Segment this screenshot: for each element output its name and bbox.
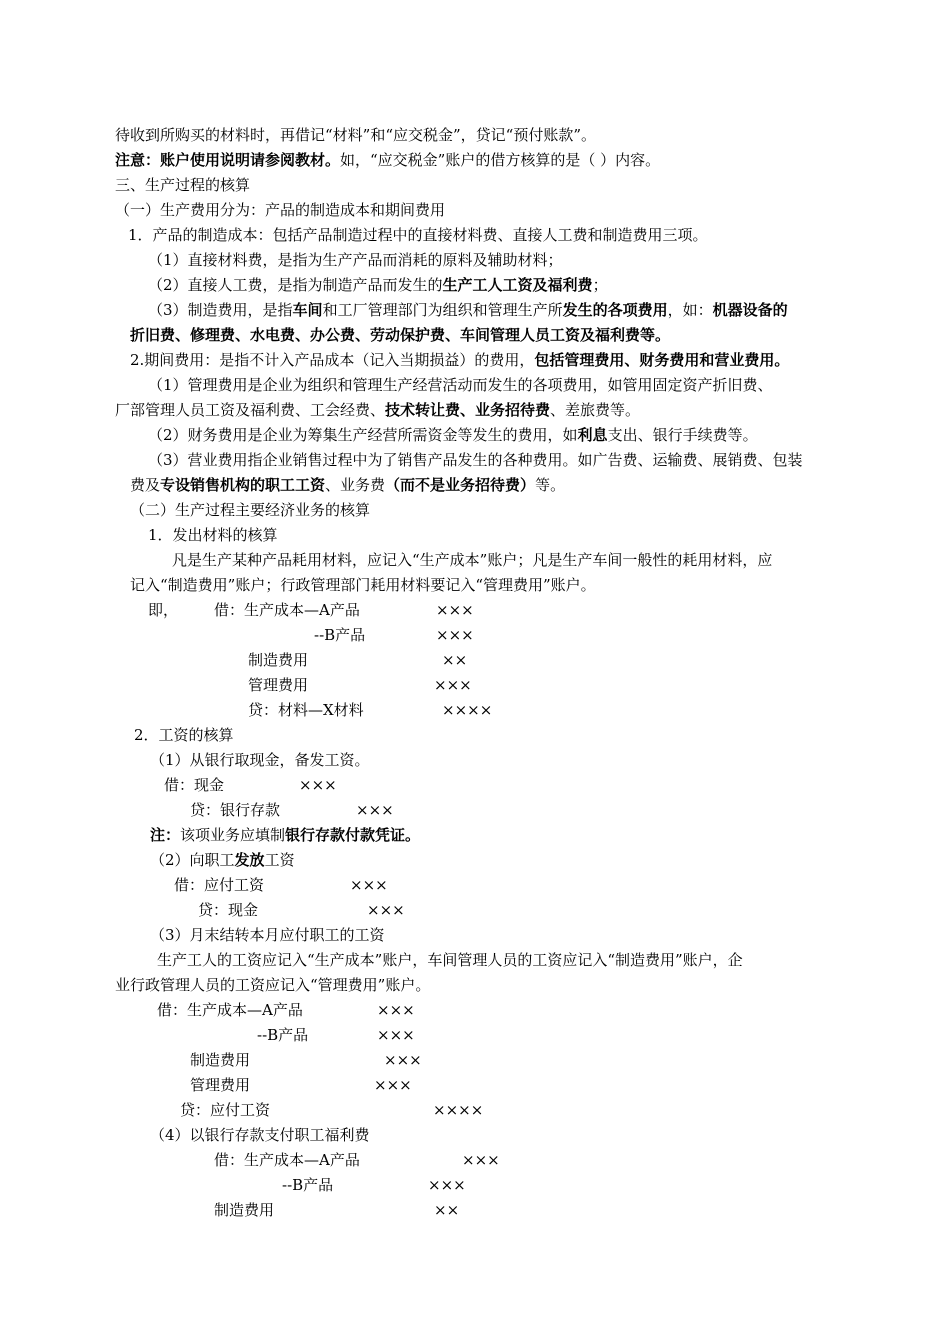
- text: 业行政管理人员的工资应记入“管理费用”账户。: [115, 976, 431, 994]
- entry-account: 管理费用: [190, 1076, 251, 1094]
- text: 、业务费: [325, 476, 386, 494]
- entry-amount: ×××: [436, 626, 474, 644]
- text: 支出、银行手续费等。: [607, 426, 758, 444]
- text: （3）制造费用，是指: [148, 301, 293, 319]
- bold-text: 银行存款付款凭证。: [285, 826, 421, 844]
- bold-text: 车间: [292, 301, 323, 319]
- text: 1．产品的制造成本：包括产品制造过程中的直接材料费、直接人工费和制造费用三项。: [128, 226, 708, 244]
- entry-amount: ××××: [442, 701, 493, 719]
- bold-text: 生产工人工资及福利费: [442, 276, 593, 294]
- item-withdraw-cash: [150, 749, 370, 771]
- text: （一）生产费用分为：产品的制造成本和期间费用: [115, 201, 446, 219]
- text: ，如：: [667, 301, 713, 319]
- paragraph-prepaid-materials: [115, 124, 596, 146]
- entry-account: 制造费用: [190, 1051, 251, 1069]
- entry-account: 管理费用: [248, 676, 309, 694]
- item-pay-wages: [150, 849, 295, 871]
- entry-account: 借：生产成本—A产品: [214, 1151, 360, 1169]
- entry-amount: ××: [442, 651, 468, 669]
- bold-text: （而不是业务招待费）: [385, 476, 536, 494]
- text: （2）财务费用是企业为筹集生产经营所需资金等发生的费用，如: [148, 426, 578, 444]
- bold-text: 机器设备的: [712, 301, 788, 319]
- bold-text: 折旧费、修理费、水电费、办公费、劳动保护费、车间管理人员工资及福利费等。: [130, 326, 671, 344]
- item-overhead: [148, 299, 788, 321]
- entry-amount: ×××: [384, 1051, 422, 1069]
- text: 2.期间费用：是指不计入产品成本（记入当期损益）的费用，: [130, 351, 535, 369]
- text: （1）从银行取现金，备发工资。: [150, 751, 370, 769]
- item-direct-labor: [148, 274, 608, 296]
- text: 凡是生产某种产品耗用材料，应记入“生产成本”账户；凡是生产车间一般性的耗用材料，应: [172, 551, 773, 569]
- item-allocate-wages: [150, 924, 385, 946]
- entry-account: 借：现金: [164, 776, 225, 794]
- text: 三、生产过程的核算: [115, 176, 251, 194]
- text: 厂部管理人员工资及福利费、工会经费、: [115, 401, 386, 419]
- item-pay-welfare: [150, 1124, 370, 1146]
- text: 如，“应交税金”账户的借方核算的是（ ）内容。: [340, 151, 661, 169]
- entry-account: 贷：现金: [198, 901, 259, 919]
- entry-amount: ×××: [434, 676, 472, 694]
- item-admin-expenses: [148, 374, 773, 396]
- bold-text: 技术转让费、业务招待费: [385, 401, 551, 419]
- item-overhead-continued: [130, 324, 670, 346]
- item-manufacturing-cost: [128, 224, 708, 246]
- item-period-expenses: [130, 349, 789, 371]
- note-voucher: [150, 824, 420, 846]
- entry-account: --B产品: [314, 626, 366, 644]
- entry-account: 借：应付工资: [174, 876, 265, 894]
- bold-text: 专设销售机构的职工工资: [160, 476, 326, 494]
- item-selling-expenses-continued: [130, 474, 565, 496]
- entry-account: 借：生产成本—A产品: [157, 1001, 303, 1019]
- bold-text: 包括管理费用、财务费用和营业费用。: [534, 351, 790, 369]
- entry-amount: ××××: [433, 1101, 484, 1119]
- text: （3）营业费用指企业销售过程中为了销售产品发生的各种费用。如广告费、运输费、展销费、包装: [148, 451, 803, 469]
- paragraph-wage-rules-continued: [115, 974, 430, 996]
- entry-account: 贷：材料—X材料: [248, 701, 364, 719]
- text: 记入“制造费用”账户；行政管理部门耗用材料要记入“管理费用”账户。: [130, 576, 596, 594]
- item-financial-expenses: [148, 424, 758, 446]
- text: （2）直接人工费，是指为制造产品而发生的: [148, 276, 443, 294]
- paragraph-wage-rules: [157, 949, 743, 971]
- bold-text: 利息: [577, 426, 608, 444]
- text: （4）以银行存款支付职工福利费: [150, 1126, 370, 1144]
- section-material-issue: [148, 524, 278, 546]
- entry-label: 即，: [148, 601, 179, 619]
- text: 1．发出材料的核算: [148, 526, 278, 544]
- text: 费及: [130, 476, 161, 494]
- item-direct-material: [148, 249, 563, 271]
- item-selling-expenses: [148, 449, 803, 471]
- text: 、差旅费等。: [550, 401, 641, 419]
- note-account-usage: [115, 149, 660, 171]
- subheading-main-transactions: [130, 499, 370, 521]
- section-wages: [134, 724, 234, 746]
- heading-production-process: [115, 174, 250, 196]
- paragraph-material-rules: [172, 549, 772, 571]
- entry-amount: ×××: [436, 601, 474, 619]
- entry-amount: ×××: [367, 901, 405, 919]
- text: 工资: [264, 851, 295, 869]
- text: ；: [592, 276, 608, 294]
- item-admin-expenses-continued: [115, 399, 640, 421]
- entry-account: 制造费用: [214, 1201, 275, 1219]
- text: 该项业务应填制: [180, 826, 286, 844]
- text: 待收到所购买的材料时，再借记“材料”和“应交税金”，贷记“预付账款”。: [115, 126, 597, 144]
- text: 和工厂管理部门为组织和管理生产所: [322, 301, 563, 319]
- entry-amount: ×××: [299, 776, 337, 794]
- entry-amount: ×××: [377, 1026, 415, 1044]
- text: 生产工人的工资应记入“生产成本”账户，车间管理人员的工资应记入“制造费用”账户，企: [157, 951, 743, 969]
- text: （3）月末结转本月应付职工的工资: [150, 926, 385, 944]
- entry-account: --B产品: [257, 1026, 309, 1044]
- entry-amount: ×××: [462, 1151, 500, 1169]
- bold-text: 发放: [234, 851, 265, 869]
- bold-text: 发生的各项费用: [562, 301, 668, 319]
- entry-account: 制造费用: [248, 651, 309, 669]
- entry-amount: ×××: [374, 1076, 412, 1094]
- entry-account: 贷：银行存款: [190, 801, 281, 819]
- entry-amount: ××: [434, 1201, 460, 1219]
- entry-account: 借：生产成本—A产品: [214, 601, 360, 619]
- text: （二）生产过程主要经济业务的核算: [130, 501, 371, 519]
- bold-text: 注：: [150, 826, 181, 844]
- entry-amount: ×××: [350, 876, 388, 894]
- text: （1）管理费用是企业为组织和管理生产经营活动而发生的各项费用，如管用固定资产折旧费、: [148, 376, 773, 394]
- text: 2．工资的核算: [134, 726, 234, 744]
- text: （1）直接材料费，是指为生产产品而消耗的原料及辅助材料；: [148, 251, 563, 269]
- entry-amount: ×××: [356, 801, 394, 819]
- text: 等。: [535, 476, 566, 494]
- subheading-production-costs: [115, 199, 445, 221]
- paragraph-material-rules-continued: [130, 574, 596, 596]
- text: （2）向职工: [150, 851, 235, 869]
- entry-account: --B产品: [282, 1176, 334, 1194]
- entry-account: 贷：应付工资: [180, 1101, 271, 1119]
- bold-text: 注意：账户使用说明请参阅教材。: [115, 151, 341, 169]
- entry-amount: ×××: [428, 1176, 466, 1194]
- entry-amount: ×××: [377, 1001, 415, 1019]
